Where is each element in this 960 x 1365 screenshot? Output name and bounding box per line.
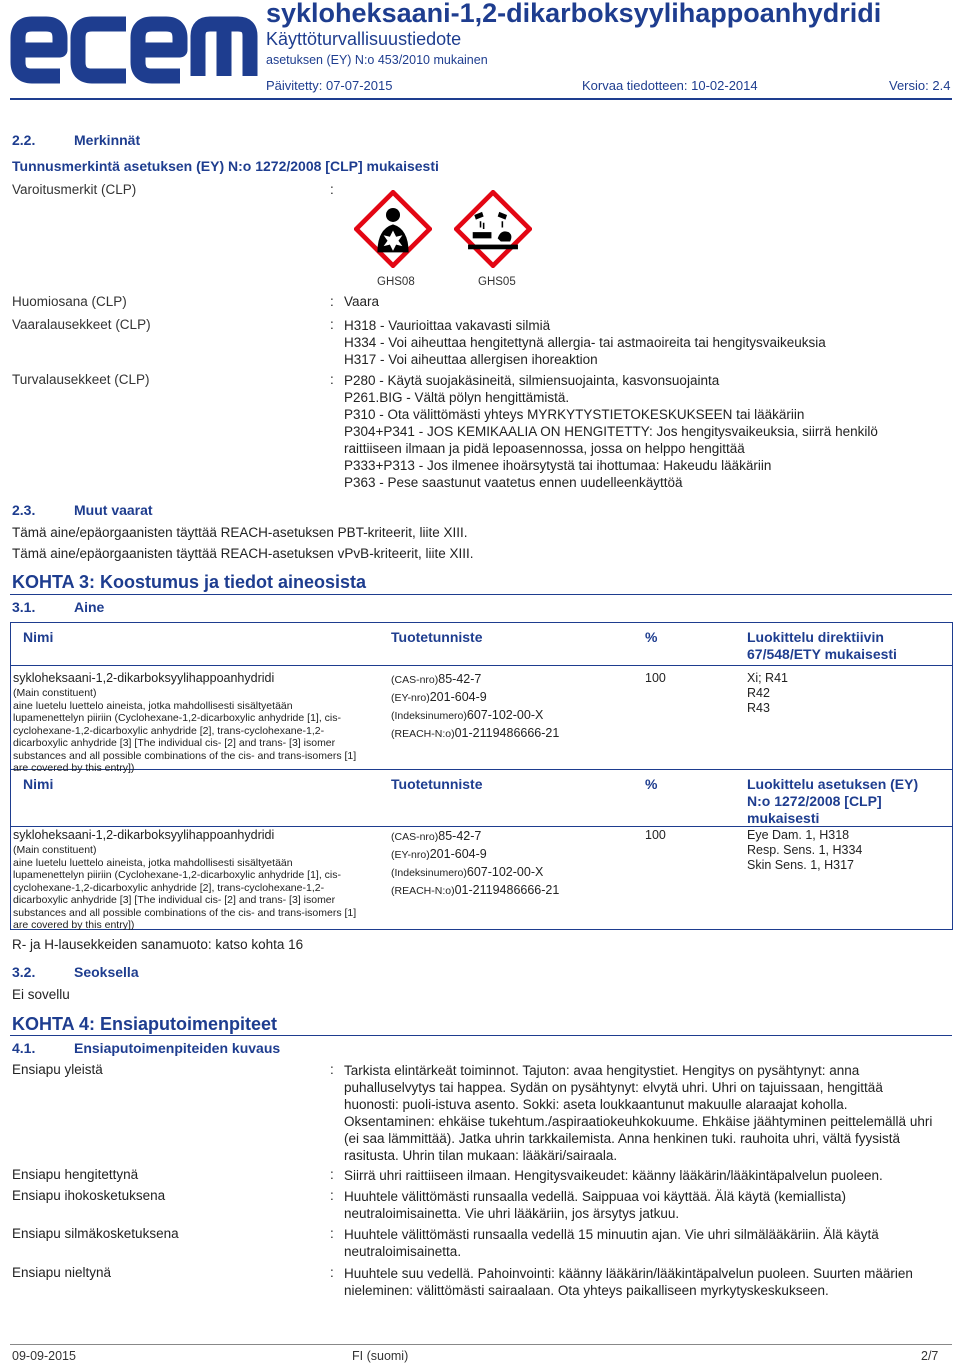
health-hazard-icon bbox=[354, 190, 432, 268]
percent-value: 100 bbox=[645, 828, 666, 842]
section-3-1-heading bbox=[12, 599, 104, 615]
precaution-line: P363 - Pese saastunut vaatetus ennen uudelleenkäyttöä bbox=[344, 475, 683, 490]
footer-page-number: 2/7 bbox=[921, 1349, 939, 1363]
identifiers: (CAS-nro)85-42-7 (EY-nro)201-604-9 (Indeksinumero)607-102-00-X (REACH-N:o)01-2119486666-21 bbox=[391, 829, 560, 897]
classification: Xi; R41 R42 R43 bbox=[747, 671, 788, 715]
col-header-percent: % bbox=[645, 776, 658, 792]
section-number: 4.1. bbox=[12, 1040, 36, 1056]
composition-table-dsd bbox=[10, 622, 953, 774]
ghs08-label: GHS08 bbox=[377, 276, 415, 288]
document-subtitle: Käyttöturvallisuustiedote bbox=[266, 29, 462, 49]
identifiers: (CAS-nro)85-42-7 (EY-nro)201-604-9 (Indeksinumero)607-102-00-X (REACH-N:o)01-2119486666-21 bbox=[391, 672, 560, 740]
section-number: 3.1. bbox=[12, 599, 36, 615]
composition-table-clp bbox=[10, 770, 953, 930]
signal-word-value: Vaara bbox=[344, 294, 380, 309]
substance-description: (Main constituent) aine luetelu luettelo aineista, jotka mahdollisesti sisältyetään lupamenettelyn piiriin (Cyclohexane-1,2-dicarboxylic anhydride [1], cis-cyclohexane-1,2-dicarboxylic anhydride [2], trans-cyclohexane-1,2-dicarboxylic anhydride [3] [The individual cis- [2] and trans- [3] isomer substances and all possible combinations of the cis- and trans-isomers [1] are covered by this entry]) bbox=[13, 844, 357, 931]
signal-word-label: Huomiosana (CLP) bbox=[12, 294, 127, 309]
precaution-line: P261.BIG - Vältä pölyn hengittämistä. bbox=[344, 390, 570, 405]
percent-value: 100 bbox=[645, 671, 666, 685]
col-header-percent: % bbox=[645, 629, 658, 645]
replaces-date: Korvaa tiedotteen: 10-02-2014 bbox=[582, 78, 758, 93]
section-number: 2.3. bbox=[12, 502, 36, 518]
section-number: 3.2. bbox=[12, 964, 36, 980]
first-aid-general-text: Tarkista elintärkeät toiminnot. Tajuton: avaa hengitystiet. Hengitys on pysähtynyt: anna puhalluselvytys tai happea. Sydän on pysähtynyt: elvytä uhri. Uhri on tajuissaan, hengittää huonosti: puoli-istuva asento. Sokki: aseta loukkaantunut makuulle alaraajat koholla. Oksentaminen: ehkäise tukehtum./aspiraatiokeuhkokuume. Ehkäise jäähtyminen peittelemällä uhri (ei saa lämmittää). Jatka uhrin tarkkailemista. Anna henkinen tuki. rauhoita uhri, vältä fyysistä rasitusta. Uhrin tilan mukaan: lääkäri/sairaala. bbox=[344, 1063, 933, 1163]
section-3-2-heading bbox=[12, 964, 139, 980]
substance-name: sykloheksaani-1,2-dikarboksyylihappoanhydridi bbox=[13, 828, 275, 842]
section-number: 2.2. bbox=[12, 132, 36, 148]
precaution-line: P304+P341 - JOS KEMIKAALIA ON HENGITETTY: Jos hengitysvaikeuksia, siirrä henkilö bbox=[344, 424, 878, 439]
hazard-statement: H318 - Vaurioittaa vakavasti silmiä bbox=[344, 318, 551, 333]
first-aid-skin-text: Huuhtele välittömästi runsaalla vedellä. Saippuaa voi käyttää. Älä käytä (kemiallista) neutraloimisainetta. Vie uhri lääkäriin, jos ärsytys jatkuu. bbox=[344, 1189, 847, 1221]
section-title: Merkinnät bbox=[74, 132, 141, 148]
first-aid-skin-label: Ensiapu ihokosketuksena bbox=[12, 1188, 166, 1203]
first-aid-ingestion-label: Ensiapu nieltynä bbox=[12, 1265, 112, 1280]
hazard-statements-label: Vaaralausekkeet (CLP) bbox=[12, 317, 151, 332]
section-title: Seoksella bbox=[74, 964, 139, 980]
precautionary-statements bbox=[344, 372, 878, 491]
ecem-logo bbox=[8, 2, 258, 88]
section-title: Ensiaputoimenpiteiden kuvaus bbox=[74, 1040, 281, 1056]
classification: Eye Dam. 1, H318 Resp. Sens. 1, H334 Skin Sens. 1, H317 bbox=[747, 828, 863, 872]
substance-description: (Main constituent) aine luetelu luettelo aineista, jotka mahdollisesti sisältyetään lupamenettelyn piiriin (Cyclohexane-1,2-dicarboxylic anhydride [1], cis-cyclohexane-1,2-dicarboxylic anhydride [2], trans-cyclohexane-1,2-dicarboxylic anhydride [3] [The individual cis- [2] and trans- [3] isomer substances and all possible combinations of the cis- and trans-isomers [1] are covered by this entry]) bbox=[13, 687, 357, 774]
vpvb-statement: Tämä aine/epäorgaanisten täyttää REACH-asetuksen vPvB-kriteerit, liite XIII. bbox=[12, 546, 474, 561]
header-divider bbox=[10, 98, 952, 100]
kohta-3-title: KOHTA 3: Koostumus ja tiedot aineosista bbox=[12, 572, 367, 592]
section-2-2-heading bbox=[12, 132, 140, 148]
r-h-phrase-note: R- ja H-lausekkeiden sanamuoto: katso kohta 16 bbox=[12, 937, 304, 952]
pbt-statement: Tämä aine/epäorgaanisten täyttää REACH-asetuksen PBT-kriteerit, liite XIII. bbox=[12, 525, 468, 540]
section-2-3-heading bbox=[12, 502, 153, 518]
clp-subtitle: Tunnusmerkintä asetuksen (EY) N:o 1272/2008 [CLP] mukaisesti bbox=[12, 158, 439, 174]
section-4-1-heading bbox=[12, 1040, 280, 1056]
footer-language: FI (suomi) bbox=[352, 1349, 409, 1363]
footer-date: 09-09-2015 bbox=[12, 1349, 76, 1363]
col-header-name: Nimi bbox=[23, 629, 54, 645]
pictograms-label: Varoitusmerkit (CLP) bbox=[12, 182, 137, 197]
kohta-4-title: KOHTA 4: Ensiaputoimenpiteet bbox=[12, 1014, 278, 1034]
substance-name: sykloheksaani-1,2-dikarboksyylihappoanhydridi bbox=[13, 671, 275, 685]
first-aid-eye-text: Huuhtele välittömästi runsaalla vedellä 15 minuutin ajan. Vie uhri silmälääkäriin. Älä käytä neutraloimisainetta. bbox=[344, 1227, 879, 1259]
hazard-statement: H317 - Voi aiheuttaa allergisen ihoreaktion bbox=[344, 352, 598, 367]
section-title: Aine bbox=[74, 599, 105, 615]
precaution-line: raittiiseen ilmaan ja pidä lepoasennossa, jossa on helppo hengittää bbox=[344, 441, 745, 456]
regulation-line: asetuksen (EY) N:o 453/2010 mukainen bbox=[266, 53, 488, 67]
first-aid-general-label: Ensiapu yleistä bbox=[12, 1062, 103, 1077]
first-aid-eye-label: Ensiapu silmäkosketuksena bbox=[12, 1226, 179, 1241]
mixture-text: Ei sovellu bbox=[12, 987, 70, 1002]
hazard-statements bbox=[344, 317, 826, 368]
col-header-name: Nimi bbox=[23, 776, 54, 792]
precaution-line: P333+P313 - Jos ilmenee ihoärsytystä tai ihottumaa: Hakeudu lääkäriin bbox=[344, 458, 772, 473]
updated-date: Päivitetty: 07-07-2015 bbox=[266, 78, 393, 93]
section-title: Muut vaarat bbox=[74, 502, 153, 518]
col-header-identifier: Tuotetunniste bbox=[391, 776, 483, 792]
first-aid-inhalation-label: Ensiapu hengitettynä bbox=[12, 1167, 139, 1182]
precaution-line: P310 - Ota välittömästi yhteys MYRKYTYSTIETOKESKUKSEEN tai lääkäriin bbox=[344, 407, 805, 422]
col-header-identifier: Tuotetunniste bbox=[391, 629, 483, 645]
precautionary-statements-label: Turvalausekkeet (CLP) bbox=[12, 372, 150, 387]
document-title: sykloheksaani-1,2-dikarboksyylihappoanhydridi bbox=[266, 0, 882, 28]
version: Versio: 2.4 bbox=[889, 78, 951, 93]
first-aid-inhalation-text: Siirrä uhri raittiiseen ilmaan. Hengitysvaikeudet: käänny lääkärin/lääkintäpalvelun puoleen. bbox=[344, 1168, 883, 1183]
col-header-classification: Luokittelu direktiivin 67/548/ETY mukaisesti bbox=[747, 629, 897, 662]
col-header-classification: Luokittelu asetuksen (EY) N:o 1272/2008 [CLP] mukaisesti bbox=[747, 776, 919, 826]
first-aid-ingestion-text: Huuhtele suu vedellä. Pahoinvointi: käänny lääkärin/lääkintäpalvelun puoleen. Suurten määrien nieleminen: välittömästi sairaalaan. Ota yhteys paikalliseen myrkytyskeskukseen. bbox=[344, 1266, 913, 1298]
precaution-line: P280 - Käytä suojakäsineitä, silmiensuojainta, kasvonsuojainta bbox=[344, 373, 720, 388]
corrosion-icon bbox=[454, 190, 532, 268]
ghs05-label: GHS05 bbox=[478, 276, 516, 288]
hazard-statement: H334 - Voi aiheuttaa hengitettynä allergia- tai astmaoireita tai hengitysvaikeuksia bbox=[344, 335, 826, 350]
